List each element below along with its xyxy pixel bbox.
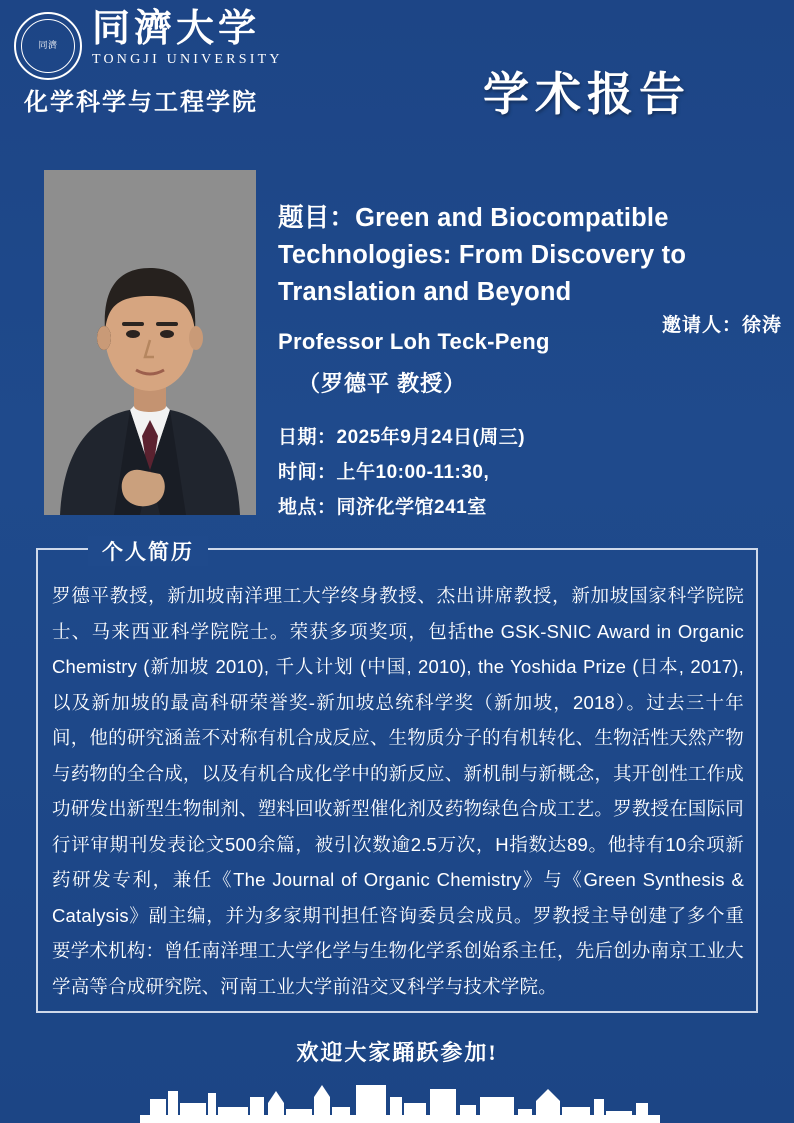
talk-title: 题目：Green and Biocompatible Technologies: From Discovery to Translation and Beyond	[278, 204, 687, 306]
portrait-illustration	[44, 170, 256, 515]
speaker-name-cn: （罗德平 教授）	[298, 370, 467, 396]
talk-time: 时间：上午10:00-11:30,	[278, 462, 490, 484]
talk-meta	[278, 420, 783, 525]
school-name-cn: 化学科学与工程学院	[24, 90, 258, 116]
university-logo	[14, 8, 283, 80]
university-name-cn: 同濟大学	[92, 8, 261, 50]
tongji-seal-icon	[14, 12, 82, 80]
poster-type-title: 学术报告	[483, 68, 691, 120]
skyline-illustration	[0, 1063, 794, 1123]
bio-text: 罗德平教授，新加坡南洋理工大学终身教授、杰出讲席教授，新加坡国家科学院院士、马来西亚科学院院士。荣获多项奖项，包括the GSK-SNIC Award in Organic Chemistry (新加坡 2010), 千人计划 (中国, 2010), the Yoshida Prize (日本, 2017), 以及新加坡的最高科研荣誉奖-新加坡总统科学奖（新加坡，2018）。过去三十年间，他的研究涵盖不对称有机合成反应、生物质分子的有机转化、生物活性天然产物与药物的全合成，以及有机合成化学中的新反应、新机制与新概念，其开创性工作成功研发出新型生物制剂、塑料回收新型催化剂及药物绿色合成工艺。罗教授在国际同行评审期刊发表论文500余篇，被引次数逾2.5万次，H指数达89。他持有10余项新药研发专利，兼任《The Journal of Organic Chemistry》与《Green Synthesis & Catalysis》副主编，并为多家期刊担任咨询委员会成员。罗教授主导创建了多个重要学术机构：曾任南洋理工大学化学与生物化学系创始系主任，先后创办南京工业大学高等合成研究院、河南工业大学前沿交叉科学与技术学院。	[52, 585, 744, 997]
seal-label: 同濟	[38, 40, 58, 51]
speaker-portrait	[44, 170, 256, 515]
talk-info	[278, 200, 783, 525]
talk-location: 地点：同济化学馆241室	[278, 497, 487, 519]
talk-date: 日期：2025年9月24日(周三)	[278, 426, 526, 448]
bio-legend: 个人简历	[88, 536, 208, 566]
university-name-en: TONGJI UNIVERSITY	[92, 51, 283, 67]
university-name-block	[92, 10, 283, 68]
speaker-name-en: Professor Loh Teck-Peng	[278, 328, 550, 354]
poster-header	[0, 0, 794, 140]
welcome-text: 欢迎大家踊跃参加!	[296, 1040, 498, 1065]
talk-host: 邀请人：徐涛	[661, 315, 782, 336]
